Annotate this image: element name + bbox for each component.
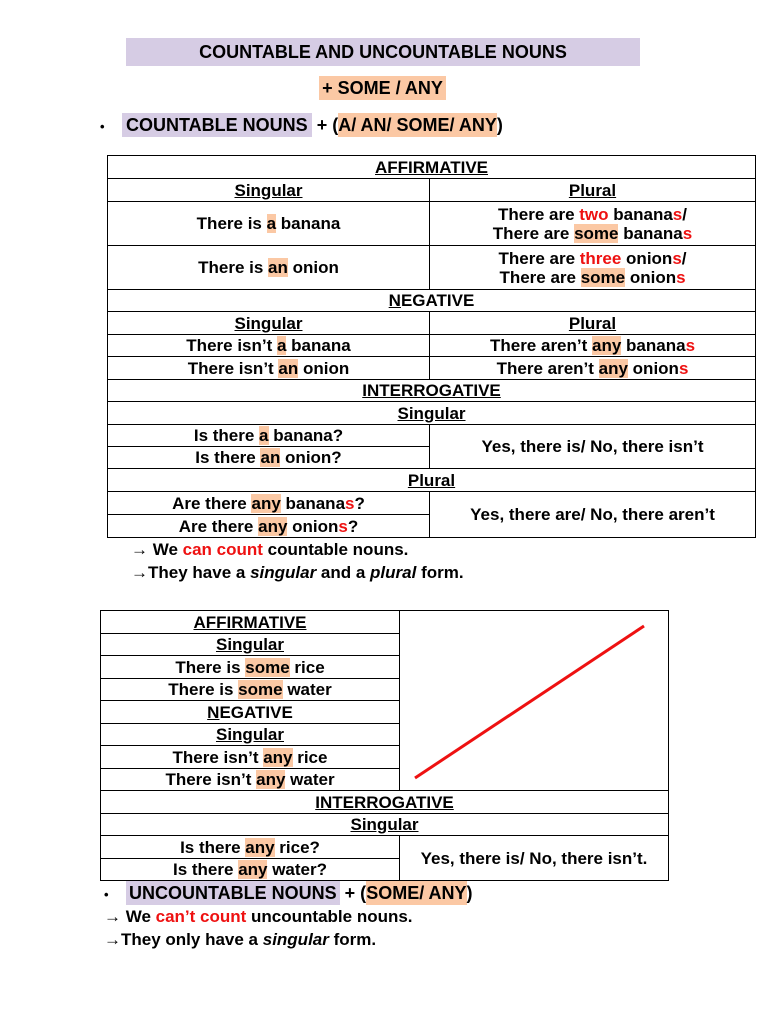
neg-rice: There isn’t any rice [101,746,400,769]
countable-plus: + ( [316,115,339,135]
countable-note-2: →They have a singular and a plural form. [131,563,464,582]
neg-plural-header: Plural [430,312,756,335]
int-plural-banana: Are there any bananas? [108,492,430,515]
interrogative-header-2: INTERROGATIVE [101,791,669,814]
aff-plural-onion-line1: There are three onions/ [498,248,687,268]
bullet-icon: • [100,119,105,134]
arrow-right-icon: → [131,563,148,582]
aff-plural-banana-line1: There are two bananas/ [498,204,687,224]
singular-text: Singular [234,180,303,200]
arrow-right-icon: → [131,540,148,559]
plural-text: Plural [568,180,617,200]
aff-plural-banana-line2: There are some bananas [492,223,693,243]
uncountable-note-2: →They only have a singular form. [104,930,377,949]
aff-singular-banana: There is a banana [108,202,430,246]
page-title [126,38,640,66]
neg-singular-banana: There isn’t a banana [108,335,430,357]
aff-plural-onion-line2: There are some onions [499,267,686,287]
countable-table [107,155,756,538]
singular-header-2: Singular [101,634,400,656]
bullet-icon: • [104,887,109,902]
strike-line-icon [400,611,669,792]
affirmative-header-2: AFFIRMATIVE [101,611,400,634]
neg-singular-onion: There isn’t an onion [108,357,430,380]
countable-articles: A/ AN/ SOME/ ANY [338,115,497,135]
countable-close: ) [496,115,503,135]
countable-heading [100,112,503,140]
aff-water: There is some water [101,679,400,701]
int-singular-answer: Yes, there is/ No, there isn’t [430,425,756,469]
crossed-out-plural-cell [400,611,669,791]
int-singular-onion: Is there an onion? [108,447,430,469]
arrow-right-icon: → [104,930,121,949]
uncountable-note-1: → We can’t count uncountable nouns. [104,907,413,926]
neg-singular-header-2: Singular [101,724,400,746]
aff-plural-onion [430,246,756,290]
int-singular-header: Singular [108,402,756,425]
int-rice: Is there any rice? [101,836,400,859]
page-title-text: COUNTABLE AND UNCOUNTABLE NOUNS [199,42,567,62]
interrogative-header: INTERROGATIVE [108,380,756,402]
page-subtitle [305,75,460,102]
negative-header-2: NEGATIVE [101,701,400,724]
neg-plural-banana: There aren’t any bananas [430,335,756,357]
plural-header [430,179,756,202]
int-plural-answer: Yes, there are/ No, there aren’t [430,492,756,538]
aff-singular-onion: There is an onion [108,246,430,290]
affirmative-header [108,156,756,179]
uncountable-notes [104,905,413,951]
uncountable-table [100,610,669,881]
uncountable-heading: • UNCOUNTABLE NOUNS + (SOME/ ANY) [104,880,473,908]
aff-rice: There is some rice [101,656,400,679]
aff-plural-banana [430,202,756,246]
neg-singular-header: Singular [108,312,430,335]
uncountable-articles: SOME/ ANY [366,883,467,903]
neg-water: There isn’t any water [101,769,400,791]
countable-notes [131,538,464,584]
arrow-right-icon: → [104,907,121,926]
subtitle-text: + SOME / ANY [319,76,446,100]
countable-note-1: → We can count countable nouns. [131,540,409,559]
uncountable-label: UNCOUNTABLE NOUNS [126,881,340,905]
int-singular-banana: Is there a banana? [108,425,430,447]
neg-plural-onion: There aren’t any onions [430,357,756,380]
singular-header [108,179,430,202]
int-answer-2: Yes, there is/ No, there isn’t. [400,836,669,881]
int-plural-onion: Are there any onions? [108,515,430,538]
negative-header: NEGATIVE [108,290,756,312]
int-singular-header-2: Singular [101,814,669,836]
int-plural-header: Plural [108,469,756,492]
countable-label: COUNTABLE NOUNS [122,113,312,137]
int-water: Is there any water? [101,859,400,881]
affirmative-text: AFFIRMATIVE [375,157,489,177]
